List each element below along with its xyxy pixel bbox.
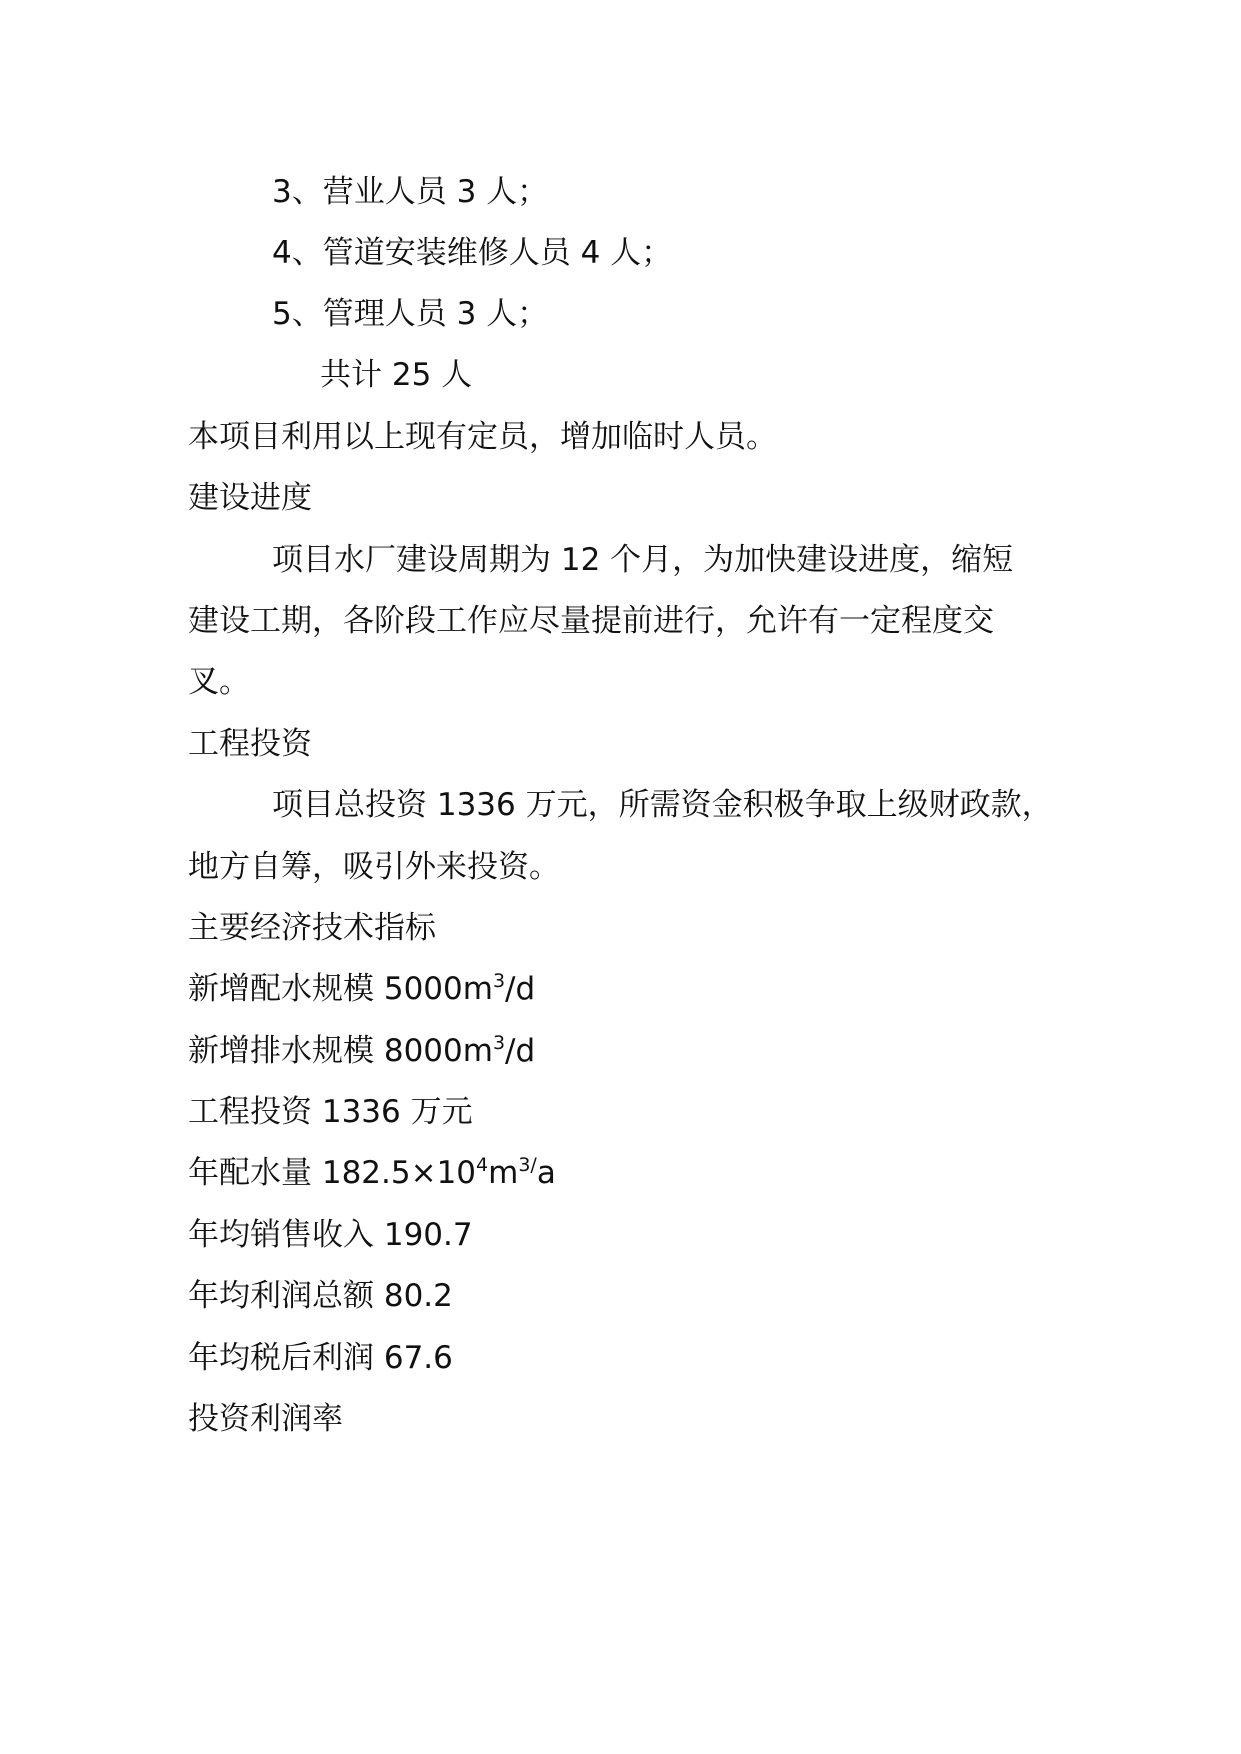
staffing-item-3: 3、营业人员 3 人； xyxy=(272,174,549,210)
staffing-note: 本项目利用以上现有定员，增加临时人员。 xyxy=(188,419,777,455)
staffing-item-5: 5、管理人员 3 人； xyxy=(272,296,549,332)
investment-heading: 工程投资 xyxy=(188,726,312,762)
indicator-annual-supply: 年配水量 $182.5\times 10^4m^{3/}a$ xyxy=(188,1154,556,1191)
indicator-profit-after-tax: 年均税后利润 67.6 xyxy=(188,1340,453,1376)
indicator-profit-total: 年均利润总额 80.2 xyxy=(188,1278,453,1314)
schedule-heading: 建设进度 xyxy=(188,480,312,516)
investment-paragraph-line-2: 地方自筹，吸引外来投资。 xyxy=(188,849,560,885)
staffing-item-4: 4、管道安装维修人员 4 人； xyxy=(272,235,673,271)
staffing-total: 共计 25 人 xyxy=(320,357,473,393)
investment-paragraph-line-1: 项目总投资 1336 万元，所需资金积极争取上级财政款， xyxy=(272,787,1053,823)
indicator-roi: 投资利润率 xyxy=(188,1401,343,1437)
indicator-investment: 工程投资 1336 万元 xyxy=(188,1094,473,1130)
indicator-revenue: 年均销售收入 190.7 xyxy=(188,1217,473,1253)
indicator-supply-scale: 新增配水规模 $5000m^3/d$ xyxy=(188,970,536,1007)
indicators-heading: 主要经济技术指标 xyxy=(188,910,436,946)
schedule-paragraph-line-3: 叉。 xyxy=(188,664,250,700)
schedule-paragraph-line-1: 项目水厂建设周期为 12 个月，为加快建设进度，缩短 xyxy=(272,542,1014,578)
indicator-drain-scale: 新增排水规模 $8000m^3/d$ xyxy=(188,1032,536,1069)
schedule-paragraph-line-2: 建设工期，各阶段工作应尽量提前进行，允许有一定程度交 xyxy=(188,603,994,639)
